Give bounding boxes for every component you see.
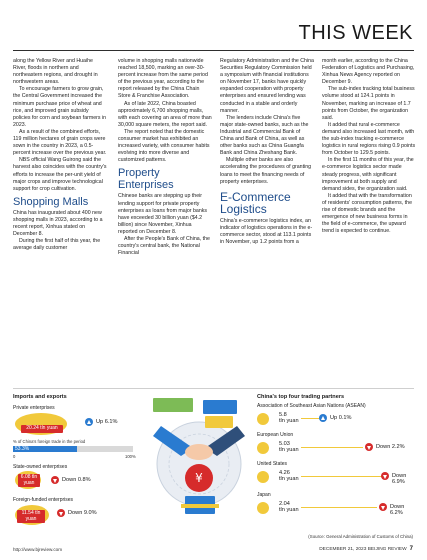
share-value: 53.3% bbox=[15, 446, 30, 452]
partner-delta: Up 0.1% bbox=[330, 415, 352, 421]
top-partners-title: China's top four trading partners bbox=[257, 394, 345, 400]
axis-max: 100% bbox=[125, 454, 136, 459]
connector-line bbox=[301, 476, 387, 477]
article-column-4 bbox=[322, 58, 416, 235]
article-column-1 bbox=[13, 58, 107, 252]
up-arrow-icon bbox=[85, 418, 93, 426]
paragraph: It added that with the transformation of residents' consumption patterns, the rise of domestic brands and the emergence of new business forms in the field of e-commerce, the upward trend is expected to continue. bbox=[322, 192, 413, 235]
partner-name: European Union bbox=[257, 432, 294, 438]
foreign-funded-delta: Down 9.0% bbox=[68, 510, 97, 516]
coin-icon bbox=[257, 471, 269, 483]
footer-issue bbox=[319, 546, 413, 552]
article-column-3 bbox=[220, 58, 314, 246]
trade-handshake-illustration bbox=[141, 392, 253, 530]
paragraph: Multiple other banks are also accelerating the procedures of granting loans to meet the financing needs of property enterprises. bbox=[220, 157, 312, 185]
imports-exports-title: Imports and exports bbox=[13, 394, 67, 400]
state-owned-value-badge: 6.08 tln yuan bbox=[18, 474, 40, 487]
partner-delta: Down 2.2% bbox=[376, 444, 405, 450]
paragraph: The report noted that the domestic consumer market has exhibited an increased variety, with consumer habits evolving into more diverse and customized patterns. bbox=[118, 128, 210, 164]
coin-icon bbox=[257, 442, 269, 454]
header-rule bbox=[13, 50, 414, 51]
partner-name: Association of Southeast Asian Nations (ASEAN) bbox=[257, 403, 366, 409]
down-arrow-icon bbox=[381, 472, 389, 480]
page-header bbox=[0, 0, 427, 52]
state-owned-label: State-owned enterprises bbox=[13, 464, 68, 470]
up-arrow-icon bbox=[319, 414, 327, 422]
connector-line bbox=[301, 507, 377, 508]
subheading-shopping-malls: Shopping Malls bbox=[13, 195, 89, 208]
partner-value: 2.04 tln yuan bbox=[279, 501, 299, 513]
foreign-funded-value-badge: 11.54 tln yuan bbox=[17, 510, 45, 523]
paragraph: During the first half of this year, the average daily customer bbox=[13, 238, 101, 252]
paragraph: As a result of the combined efforts, 119 million hectares of grain crops were sown in the country in 2023, a 0.5-percent increase over the previous year. bbox=[13, 128, 107, 157]
coin-icon bbox=[257, 413, 269, 425]
paragraph: The lenders include China's five major state-owned banks, such as the Industrial and Commercial Bank of China and Bank of China, as well as other banks such as China Guangfa Bank and China Zheshang Bank. bbox=[220, 114, 309, 157]
share-bar-fill bbox=[13, 446, 77, 452]
subheading-ecommerce-logistics: E-Commerce Logistics bbox=[220, 189, 291, 217]
svg-text:¥: ¥ bbox=[195, 471, 203, 485]
connector-line bbox=[301, 447, 363, 448]
private-enterprises-label: Private enterprises bbox=[13, 405, 55, 411]
partner-delta: Down 6.9% bbox=[392, 473, 407, 485]
private-value-badge: 20.24 tln yuan bbox=[21, 425, 63, 433]
down-arrow-icon bbox=[365, 443, 373, 451]
share-bar-track bbox=[13, 446, 133, 452]
state-owned-delta: Down 0.8% bbox=[62, 477, 91, 483]
paragraph: After the People's Bank of China, the country's central bank, the National Financial bbox=[118, 235, 210, 257]
paragraph: The sub-index tracking total business volume stood at 124.1 points in November, marking an increase of 1.7 points from October, the organization said. bbox=[322, 86, 415, 121]
paragraph: NBS official Wang Guirong said the harvest also coincides with the country's efforts to increase the per-unit yield of major crops and improve technological support for crop cultivation. bbox=[13, 157, 107, 192]
footer-url[interactable]: http://www.bjreview.com bbox=[13, 547, 63, 552]
article-column-2 bbox=[118, 58, 212, 257]
partner-value: 4.26 tln yuan bbox=[279, 470, 299, 482]
share-label: % of China's foreign trade in the period bbox=[13, 439, 86, 444]
foreign-funded-label: Foreign-funded enterprises bbox=[13, 497, 74, 503]
down-arrow-icon bbox=[379, 503, 387, 511]
infographic-source: (Source: General Administration of Customs of China) bbox=[308, 534, 413, 539]
paragraph: along the Yellow River and Huaihe River, floods in northern and northeastern regions, and drought in northwestern areas. bbox=[13, 58, 98, 86]
partner-value: 5.03 tln yuan bbox=[279, 441, 299, 453]
partner-name: Japan bbox=[257, 492, 271, 498]
issue-line: DECEMBER 21, 2023 BEIJING REVIEW bbox=[319, 547, 407, 552]
section-title: THIS WEEK bbox=[298, 22, 413, 44]
coin-icon bbox=[257, 502, 269, 514]
down-arrow-icon bbox=[51, 476, 59, 484]
subheading-property-enterprises: Property Enterprises bbox=[118, 167, 174, 192]
paragraph: China's e-commerce logistics index, an indicator of logistics operations in the e-commerce sector, stood at 113.1 points in November, up 1.2 points from a bbox=[220, 217, 313, 245]
partner-name: United States bbox=[257, 461, 288, 467]
paragraph: To encourage farmers to grow grain, the Central Government increased the minimum purchase price of wheat and rice, and improved grain subsidy policies for corn and soybean farmers in 2023. bbox=[13, 86, 107, 128]
paragraph: volume in shopping malls nationwide reached 18,500, marking an over-30-percent increase from the same period of the previous year, according to the report released by the China Chain Store & Franchise Association. bbox=[118, 58, 208, 100]
partner-value: 5.8 tln yuan bbox=[279, 412, 299, 424]
down-arrow-icon bbox=[57, 509, 65, 517]
trade-infographic bbox=[13, 392, 414, 532]
private-delta: Up 6.1% bbox=[96, 419, 118, 425]
paragraph: China has inaugurated about 400 new shopping malls in 2023, according to a recent report, Xinhua stated on December 8. bbox=[13, 209, 103, 238]
page-number: 7 bbox=[409, 546, 413, 552]
paragraph: It added that rural e-commerce demand also increased last month, with the sub-index tracking e-commerce logistics in rural regions rising 0.9 points from October to 129.5 points. bbox=[322, 121, 416, 157]
connector-line bbox=[301, 418, 321, 419]
paragraph: Chinese banks are stepping up their lending support for private property enterprises as loans from major banks have exceeded 30 billion yuan ($4.2 billion) since November, Xinhua reported on December 8. bbox=[118, 193, 207, 235]
axis-min: 0 bbox=[13, 454, 16, 459]
paragraph: As of late 2022, China boasted approximately 6,700 shopping malls, with each covering an area of more than 30,000 square meters, the report said. bbox=[118, 100, 212, 128]
section-divider bbox=[13, 388, 414, 389]
paragraph: Regulatory Administration and the China Securities Regulatory Commission held a symposium with financial institutions on November 17, banks have quickly expanded cooperation with property enterprises and ensured lending was conducted in a stable and orderly manner. bbox=[220, 58, 314, 114]
partner-delta: Down 6.2% bbox=[390, 504, 405, 516]
paragraph: In the first 11 months of this year, the e-commerce logistics sector made steady progress, with significant improvement at both supply and demand sides, the organization said. bbox=[322, 157, 414, 192]
paragraph: month earlier, according to the China Federation of Logistics and Purchasing, Xinhua News Agency reported on December 9. bbox=[322, 58, 415, 86]
